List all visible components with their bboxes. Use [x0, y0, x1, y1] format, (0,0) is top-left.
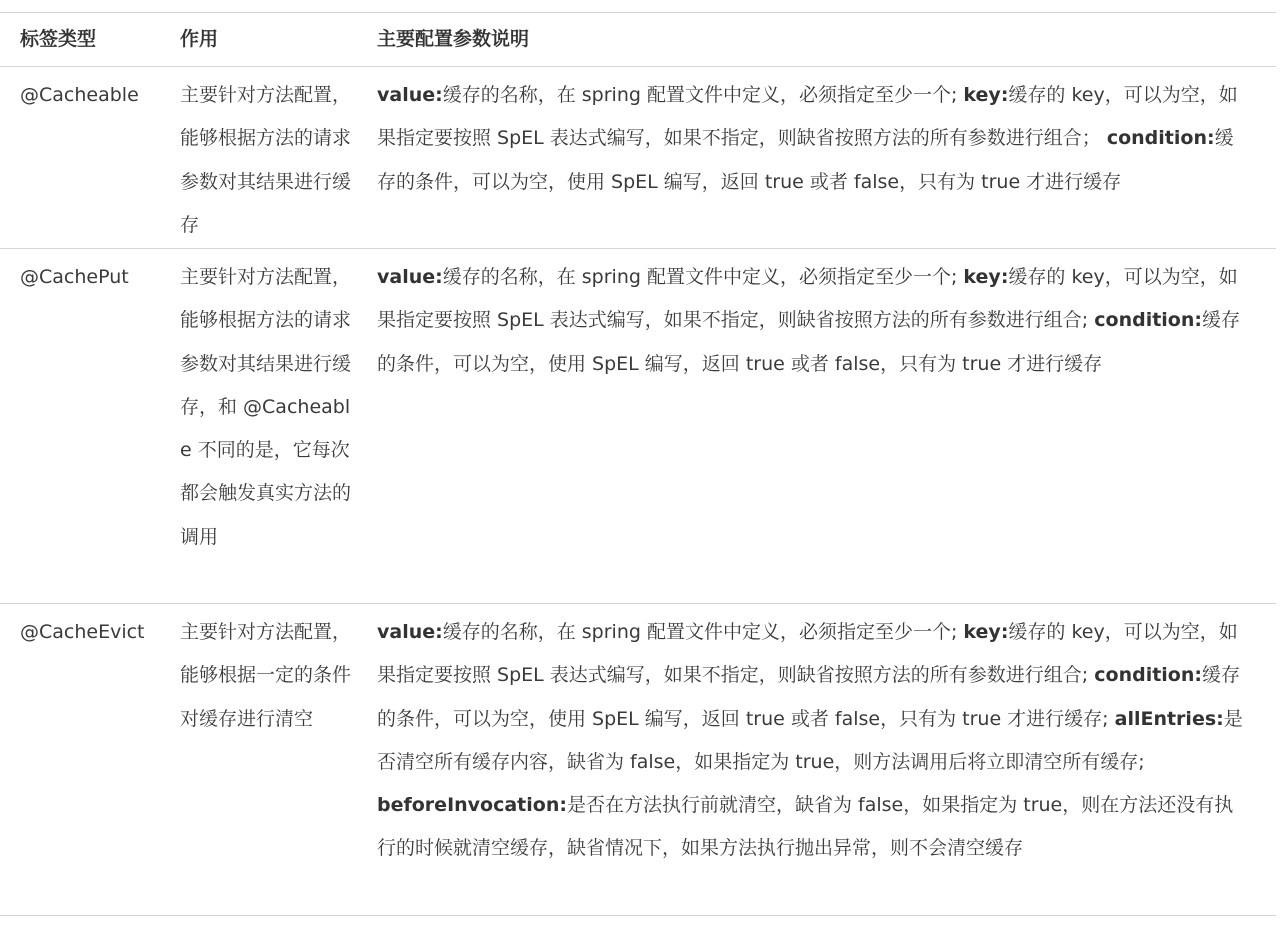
param-name: value:: [377, 266, 443, 288]
param-desc: 缓存的条件，可以为空，使用 SpEL 编写，返回 true 或者 false，只有为 true 才进行缓存;: [377, 664, 1240, 730]
header-purpose: 作用: [160, 13, 357, 67]
param-name: value:: [377, 84, 443, 106]
table-header-row: [0, 13, 1276, 67]
param-desc: 缓存的名称，在 spring 配置文件中定义，必须指定至少一个;: [442, 266, 958, 288]
tag-type-cell: @CacheEvict: [0, 604, 160, 916]
header-params: 主要配置参数说明: [357, 13, 1276, 67]
annotation-table: [0, 12, 1276, 916]
param-name: condition:: [1106, 127, 1215, 150]
param-desc: 是否清空所有缓存内容，缺省为 false，如果指定为 true，则方法调用后将立即清空所有缓存;: [377, 707, 1243, 773]
params-cell: [357, 67, 1276, 249]
param-name: condition:: [1094, 664, 1202, 687]
param-name: condition:: [1094, 309, 1202, 332]
param-desc: 缓存的 key，可以为空，如果指定要按照 SpEL 表达式编写，如果不指定，则缺省按照方法的所有参数进行组合；: [377, 84, 1238, 150]
params-cell: [357, 604, 1276, 916]
param-name: beforeInvocation:: [377, 794, 567, 817]
purpose-cell: 主要针对方法配置，能够根据一定的条件对缓存进行清空: [160, 604, 357, 916]
param-desc: 缓存的名称，在 spring 配置文件中定义，必须指定至少一个;: [442, 621, 958, 643]
params-cell: [357, 249, 1276, 604]
header-tag-type: 标签类型: [0, 13, 160, 67]
table-row: [0, 249, 1276, 604]
purpose-cell: 主要针对方法配置，能够根据方法的请求参数对其结果进行缓存，和 @Cacheable 不同的是，它每次都会触发真实方法的调用: [160, 249, 357, 604]
tag-type-cell: @CachePut: [0, 249, 160, 604]
table-row: [0, 67, 1276, 249]
param-desc: 缓存的名称，在 spring 配置文件中定义，必须指定至少一个;: [442, 84, 958, 106]
param-name: key:: [963, 266, 1009, 288]
param-desc: 是否在方法执行前就清空，缺省为 false，如果指定为 true，则在方法还没有执行的时候就清空缓存，缺省情况下，如果方法执行抛出异常，则不会清空缓存: [377, 794, 1234, 860]
param-desc: 缓存的 key，可以为空，如果指定要按照 SpEL 表达式编写，如果不指定，则缺省按照方法的所有参数进行组合;: [377, 266, 1238, 332]
table-row: [0, 604, 1276, 916]
param-name: allEntries:: [1114, 707, 1224, 730]
purpose-cell: 主要针对方法配置，能够根据方法的请求参数对其结果进行缓存: [160, 67, 357, 249]
param-desc: 缓存的条件，可以为空，使用 SpEL 编写，返回 true 或者 false，只有为 true 才进行缓存: [377, 127, 1234, 193]
param-name: key:: [963, 621, 1009, 643]
param-desc: 缓存的 key，可以为空，如果指定要按照 SpEL 表达式编写，如果不指定，则缺省按照方法的所有参数进行组合;: [377, 621, 1238, 687]
param-name: key:: [963, 84, 1009, 106]
param-name: value:: [377, 621, 443, 643]
param-desc: 缓存的条件，可以为空，使用 SpEL 编写，返回 true 或者 false，只有为 true 才进行缓存: [377, 309, 1240, 375]
tag-type-cell: @Cacheable: [0, 67, 160, 249]
